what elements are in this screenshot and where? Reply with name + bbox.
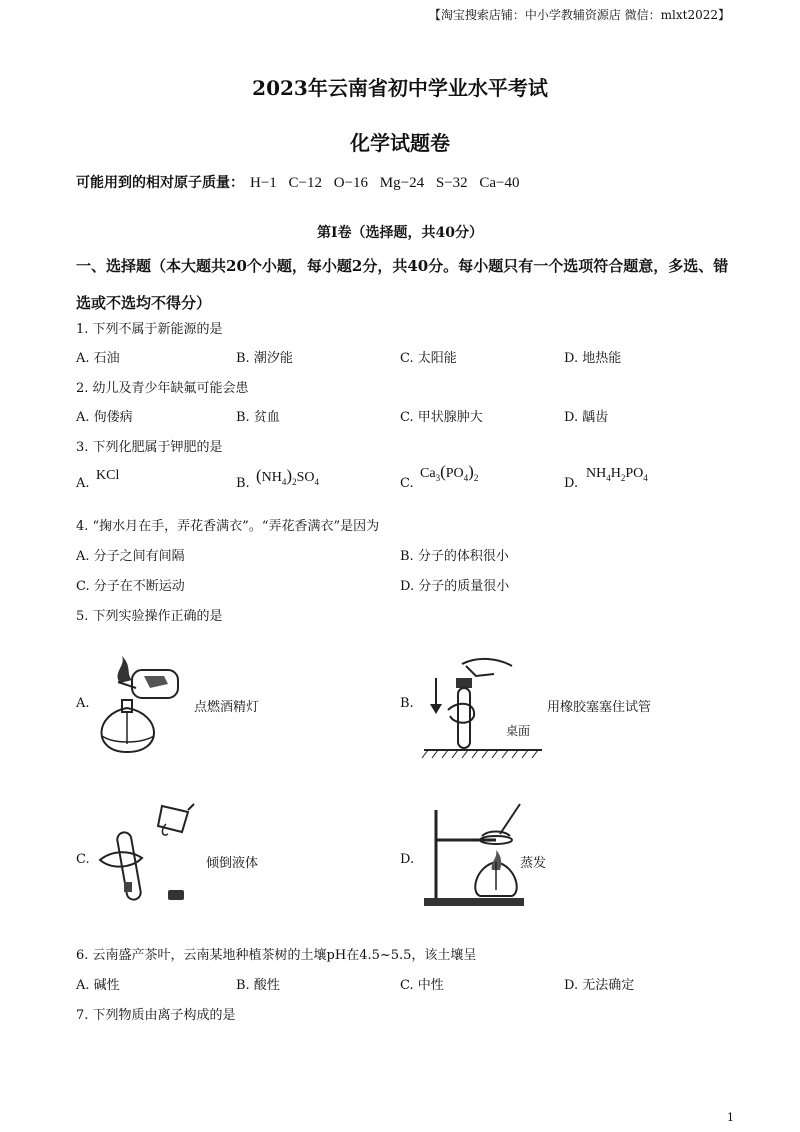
q3-formula-d: $NH_4H_2PO_4$ xyxy=(586,466,648,483)
q3-option-b: B. xyxy=(236,476,250,491)
q1-option-d: D. 地热能 xyxy=(564,351,622,366)
question-7-stem: 7. 下列物质由离子构成的是 xyxy=(76,1008,236,1023)
q3-formula-b: $(NH_4)_2SO_4$ xyxy=(256,466,319,487)
q6-option-c: C. 中性 xyxy=(400,978,444,993)
q4-option-d: D. 分子的质量很小 xyxy=(400,579,510,594)
pouring-liquid-figure xyxy=(96,798,206,908)
paper-subtitle: 化学试题卷 xyxy=(350,131,450,155)
question-5-stem: 5. 下列实验操作正确的是 xyxy=(76,609,223,624)
q3-formula-c: $Ca_3(PO_4)_2$ xyxy=(420,462,479,483)
stoppering-test-tube-figure xyxy=(418,650,548,762)
q3-formula-a: KCl xyxy=(96,468,120,483)
question-6-stem: 6. 云南盛产茶叶，云南某地种植茶树的土壤pH在4.5~5.5，该土壤呈 xyxy=(76,948,477,963)
exam-title: 2023年云南省初中学业水平考试 xyxy=(252,76,548,100)
q1-option-c: C. 太阳能 xyxy=(400,351,457,366)
q4-option-b: B. 分子的体积很小 xyxy=(400,549,509,564)
question-4-stem: 4. “掬水月在手，弄花香满衣”。“弄花香满衣”是因为 xyxy=(76,519,380,534)
q1-option-a: A. 石油 xyxy=(76,351,120,366)
tabletop-label: 桌面 xyxy=(506,724,531,738)
q2-option-b: B. 贫血 xyxy=(236,410,280,425)
q2-option-d: D. 龋齿 xyxy=(564,410,609,425)
q2-option-c: C. 甲状腺肿大 xyxy=(400,410,483,425)
q4-option-a: A. 分子之间有间隔 xyxy=(76,549,185,564)
q5-option-c: C. xyxy=(76,852,90,867)
q1-option-b: B. 潮汐能 xyxy=(236,351,293,366)
q2-option-a: A. 佝偻病 xyxy=(76,410,133,425)
header-note: 【淘宝搜索店铺：中小学教辅资源店 微信：mlxt2022】 xyxy=(428,8,730,22)
q5-option-b: B. xyxy=(400,696,414,711)
page-number: 1 xyxy=(727,1111,734,1124)
q6-option-a: A. 碱性 xyxy=(76,978,120,993)
atomic-mass-label: 可能用到的相对原子质量： xyxy=(76,175,244,191)
q3-option-c: C. xyxy=(400,476,414,491)
question-1-stem: 1. 下列不属于新能源的是 xyxy=(76,322,223,337)
q6-option-d: D. 无法确定 xyxy=(564,978,635,993)
atomic-mass-line xyxy=(76,172,520,192)
lighting-alcohol-lamp-figure xyxy=(92,648,192,758)
q5-caption-c: 倾倒液体 xyxy=(206,856,259,871)
q5-caption-a: 点燃酒精灯 xyxy=(194,700,260,715)
q5-option-a: A. xyxy=(76,696,90,711)
q3-option-d: D. xyxy=(564,476,579,491)
q3-option-a: A. xyxy=(76,476,90,491)
section-title: 第Ⅰ卷（选择题，共40分） xyxy=(316,225,484,241)
question-2-stem: 2. 幼儿及青少年缺氟可能会患 xyxy=(76,381,249,396)
q4-option-c: C. 分子在不断运动 xyxy=(76,579,185,594)
question-3-stem: 3. 下列化肥属于钾肥的是 xyxy=(76,440,223,455)
q5-option-d: D. xyxy=(400,852,415,867)
part-heading: 一、选择题（本大题共20个小题，每小题2分，共40分。每小题只有一个选项符合题意，多选、错选或不选均不得分） xyxy=(76,257,729,312)
atomic-mass-values: H−1 C−12 O−16 Mg−24 S−32 Ca−40 xyxy=(250,175,520,191)
q6-option-b: B. 酸性 xyxy=(236,978,280,993)
q5-caption-d: 蒸发 xyxy=(520,856,547,871)
q5-caption-b: 用橡胶塞塞住试管 xyxy=(547,700,652,715)
